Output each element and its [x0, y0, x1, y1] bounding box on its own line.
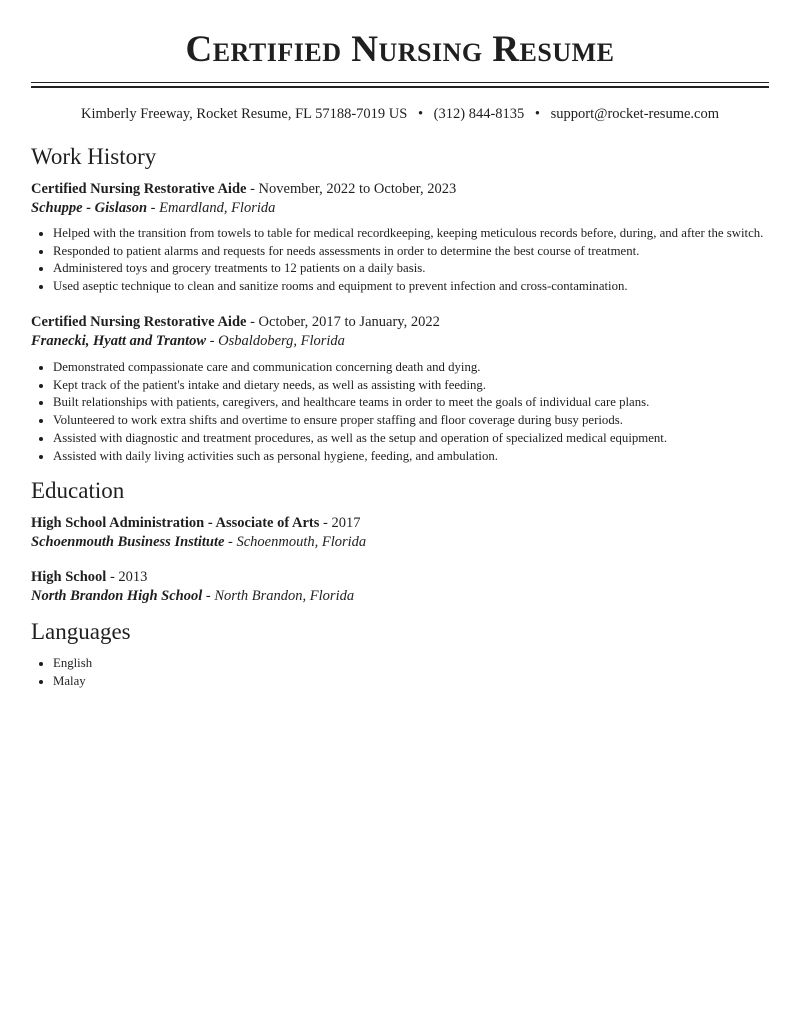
education-year: - 2013 — [106, 569, 148, 585]
contact-phone: (312) 844-8135 — [433, 106, 525, 122]
job-title: Certified Nursing Restorative Aide — [31, 181, 247, 197]
section-heading-work-history: Work History — [31, 144, 157, 169]
list-item: • Malay — [53, 673, 783, 691]
job-dates: - October, 2017 to January, 2022 — [246, 314, 440, 330]
list-item: • Assisted with daily living activities such as personal hygiene, feeding, and ambulation. — [53, 448, 783, 466]
contact-line — [0, 104, 800, 124]
languages-list — [31, 655, 783, 690]
list-item: • Built relationships with patients, caregivers, and healthcare teams in order to meet the goals of individual care plans. — [53, 394, 783, 412]
job-employer — [31, 331, 345, 351]
job-title: Certified Nursing Restorative Aide — [31, 314, 247, 330]
list-item: • Kept track of the patient's intake and dietary needs, as well as assisting with feeding. — [53, 377, 783, 395]
resume-title: Certified Nursing Resume — [185, 29, 615, 70]
education-location: - Schoenmouth, Florida — [224, 534, 367, 550]
contact-separator: • — [417, 106, 424, 122]
list-item: • English — [53, 655, 783, 673]
contact-separator: • — [534, 106, 540, 122]
job-duties-list — [31, 225, 783, 296]
contact-address: Kimberly Freeway, Rocket Resume, FL 57188-7019 US — [81, 106, 408, 122]
education-location: - North Brandon, Florida — [202, 588, 355, 604]
list-item: • Responded to patient alarms and requests for needs assessments in order to determine the best course of treatment. — [53, 243, 783, 261]
job-location: - Osbaldoberg, Florida — [206, 333, 345, 349]
education-school: Schoenmouth Business Institute — [31, 534, 225, 550]
education-year: - 2017 — [319, 515, 361, 531]
contact-email: support@rocket-resume.com — [550, 106, 719, 122]
title-divider-thick — [31, 86, 769, 88]
title-divider-thin — [31, 82, 769, 83]
education-school: North Brandon High School — [31, 588, 203, 604]
education-institution — [31, 586, 354, 606]
job-company: Franecki, Hyatt and Trantow — [31, 333, 207, 349]
section-heading-languages: Languages — [31, 619, 131, 644]
job-location: - Emardland, Florida — [147, 200, 276, 216]
list-item: • Used aseptic technique to clean and sanitize rooms and equipment to prevent infection and cross-contamination. — [53, 278, 783, 296]
job-header — [31, 312, 440, 332]
list-item: • Demonstrated compassionate care and communication concerning death and dying. — [53, 359, 783, 377]
education-degree: High School Administration - Associate of Arts — [31, 515, 320, 531]
education-institution — [31, 532, 366, 552]
education-header — [31, 513, 361, 533]
job-employer — [31, 198, 275, 218]
section-heading-education: Education — [31, 478, 125, 503]
education-degree: High School — [31, 569, 107, 585]
list-item: • Assisted with diagnostic and treatment procedures, as well as the setup and operation of specialized medical equipment. — [53, 430, 783, 448]
job-header — [31, 179, 456, 199]
list-item: • Administered toys and grocery treatments to 12 patients on a daily basis. — [53, 260, 783, 278]
job-duties-list — [31, 359, 783, 465]
list-item: • Helped with the transition from towels to table for medical recordkeeping, keeping meticulous records before, during, and after the switch. — [53, 225, 783, 243]
job-company: Schuppe - Gislason — [31, 200, 148, 216]
education-header — [31, 567, 147, 587]
job-dates: - November, 2022 to October, 2023 — [246, 181, 457, 197]
list-item: • Volunteered to work extra shifts and overtime to ensure proper staffing and floor coverage during busy periods. — [53, 412, 783, 430]
